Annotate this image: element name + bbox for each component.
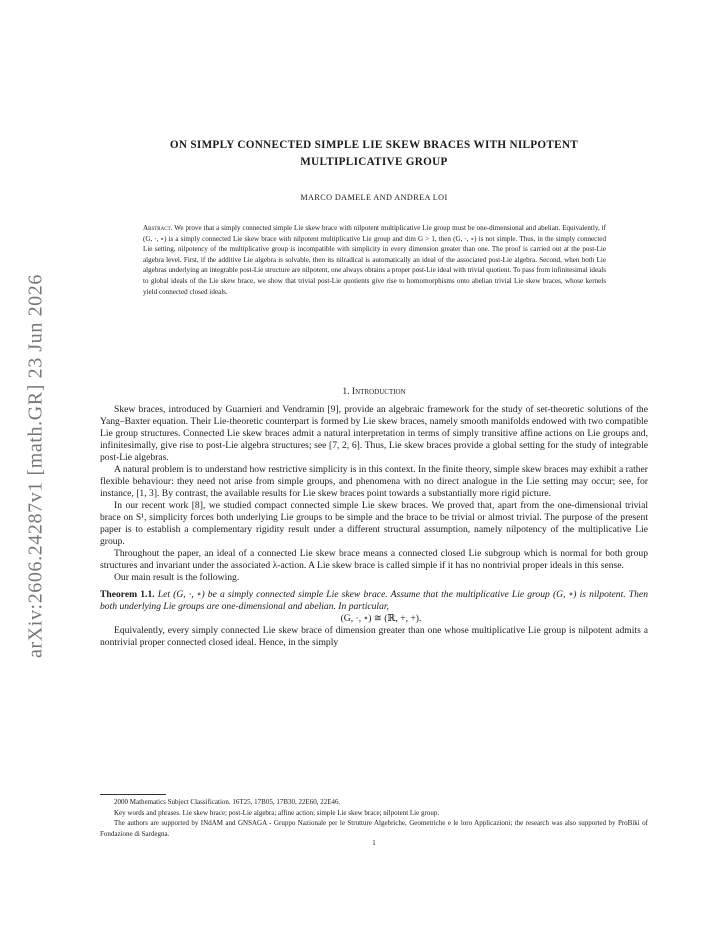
theorem xyxy=(100,589,648,613)
abstract xyxy=(143,223,606,297)
body-text xyxy=(100,404,648,649)
paragraph: Equivalently, every simply connected Lie skew brace of dimension greater than one whose multiplicative Lie group is nilpotent admits a nontrivial proper connected closed ideal. Hence, in the simply xyxy=(100,625,648,648)
footnote-keywords: Key words and phrases. Lie skew brace; post-Lie algebra; affine action; simple Lie skew brace; nilpotent Lie group. xyxy=(114,808,440,817)
footnotes xyxy=(100,797,648,839)
authors: MARCO DAMELE AND ANDREA LOI xyxy=(300,193,448,202)
title-line-1: ON SIMPLY CONNECTED SIMPLE LIE SKEW BRACES WITH NILPOTENT xyxy=(169,139,579,151)
paragraph: Throughout the paper, an ideal of a connected Lie skew brace means a connected closed Lie subgroup which is normal for both group structures and invariant under the associated λ-action. A Lie skew brace is called simple if it has no nontrivial proper ideals in this sense. xyxy=(100,548,648,571)
abstract-label: Abstract. xyxy=(143,224,173,232)
title-line-2: MULTIPLICATIVE GROUP xyxy=(300,156,448,168)
paragraph: A natural problem is to understand how restrictive simplicity is in this context. In the finite theory, simple skew braces may exhibit a rather flexible behaviour: they need not arise from simple groups, and phenomena with no direct analogue in the Lie setting may occur; see, for instance, [1, 3]. By contrast, the available results for Lie skew braces point towards a substantially more rigid picture. xyxy=(100,464,648,499)
paper-title xyxy=(100,137,648,171)
section-number: 1. xyxy=(342,386,350,397)
section-heading xyxy=(100,386,648,397)
footnote-rule xyxy=(100,794,166,795)
display-formula: (G, ·, ∘) ≅ (ℝ, +, +). xyxy=(340,613,422,624)
footnote-msc: 2000 Mathematics Subject Classification. 16T25, 17B05, 17B30, 22E60, 22E46. xyxy=(114,798,341,806)
footnote-funding: The authors are supported by INdAM and GNSAGA - Gruppo Nazionale per le Strutture Algebriche, Geometriche e le loro Applicazioni; the research was also supported by ProBiki of Fondazione di Sardegna. xyxy=(100,819,648,838)
abstract-text: We prove that a simply connected simple Lie skew brace with nilpotent multiplicative Lie group must be one-dimensional and abelian. Equivalently, if (G, ·, ∘) is a simply connected Lie skew brace with nilpotent multiplicative Lie group and dim G > 1, then (G, ·, ∘) is not simple. Thus, in the simply connected Lie setting, nilpotency of the multiplicative group is incompatible with simplicity in every dimension greater than one. The proof is carried out at the post-Lie algebra level. First, if the additive Lie algebra is solvable, then its nilradical is automatically an ideal of the associated post-Lie algebra. Second, when both Lie algebras underlying an integrable post-Lie structure are nilpotent, one always obtains a proper post-Lie ideal with trivial quotient. To pass from infinitesimal ideals to global ideals of the Lie skew brace, we show that trivial post-Lie quotients give rise to homomorphisms onto abelian trivial Lie skew braces, whose kernels yield connected closed ideals. xyxy=(143,224,607,296)
arxiv-stamp: arXiv:2606.24287v1 [math.GR] 23 Jun 2026 xyxy=(24,274,47,658)
paragraph: Our main result is the following. xyxy=(114,572,240,583)
paragraph: In our recent work [8], we studied compact connected simple Lie skew braces. We proved that, apart from the one-dimensional trivial brace on S¹, simplicity forces both underlying Lie groups to be simple and the brace to be trivial or almost trivial. The purpose of the present paper is to establish a complementary rigidity result under a different structural assumption, namely nilpotency of the multiplicative Lie group. xyxy=(100,500,648,547)
paragraph: Skew braces, introduced by Guarnieri and Vendramin [9], provide an algebraic framework for the study of set-theoretic solutions of the Yang–Baxter equation. Their Lie-theoretic counterpart is formed by Lie skew braces, namely smooth manifolds endowed with two compatible Lie group structures. Connected Lie skew braces admit a natural interpretation in terms of simply transitive affine actions on Lie groups and, infinitesimally, give rise to post-Lie algebra structures; see [7, 2, 6]. Thus, Lie skew braces provide a global setting for the study of integrable post-Lie algebras. xyxy=(100,404,648,463)
theorem-label: Theorem 1.1. xyxy=(100,589,155,600)
section-title: Introduction xyxy=(351,386,406,397)
page-number: 1 xyxy=(372,838,376,847)
theorem-text: Let (G, ·, ∘) be a simply connected simple Lie skew brace. Assume that the multiplicative Lie group (G, ∘) is nilpotent. Then both underlying Lie groups are one-dimensional and abelian. In particular, xyxy=(100,589,648,612)
